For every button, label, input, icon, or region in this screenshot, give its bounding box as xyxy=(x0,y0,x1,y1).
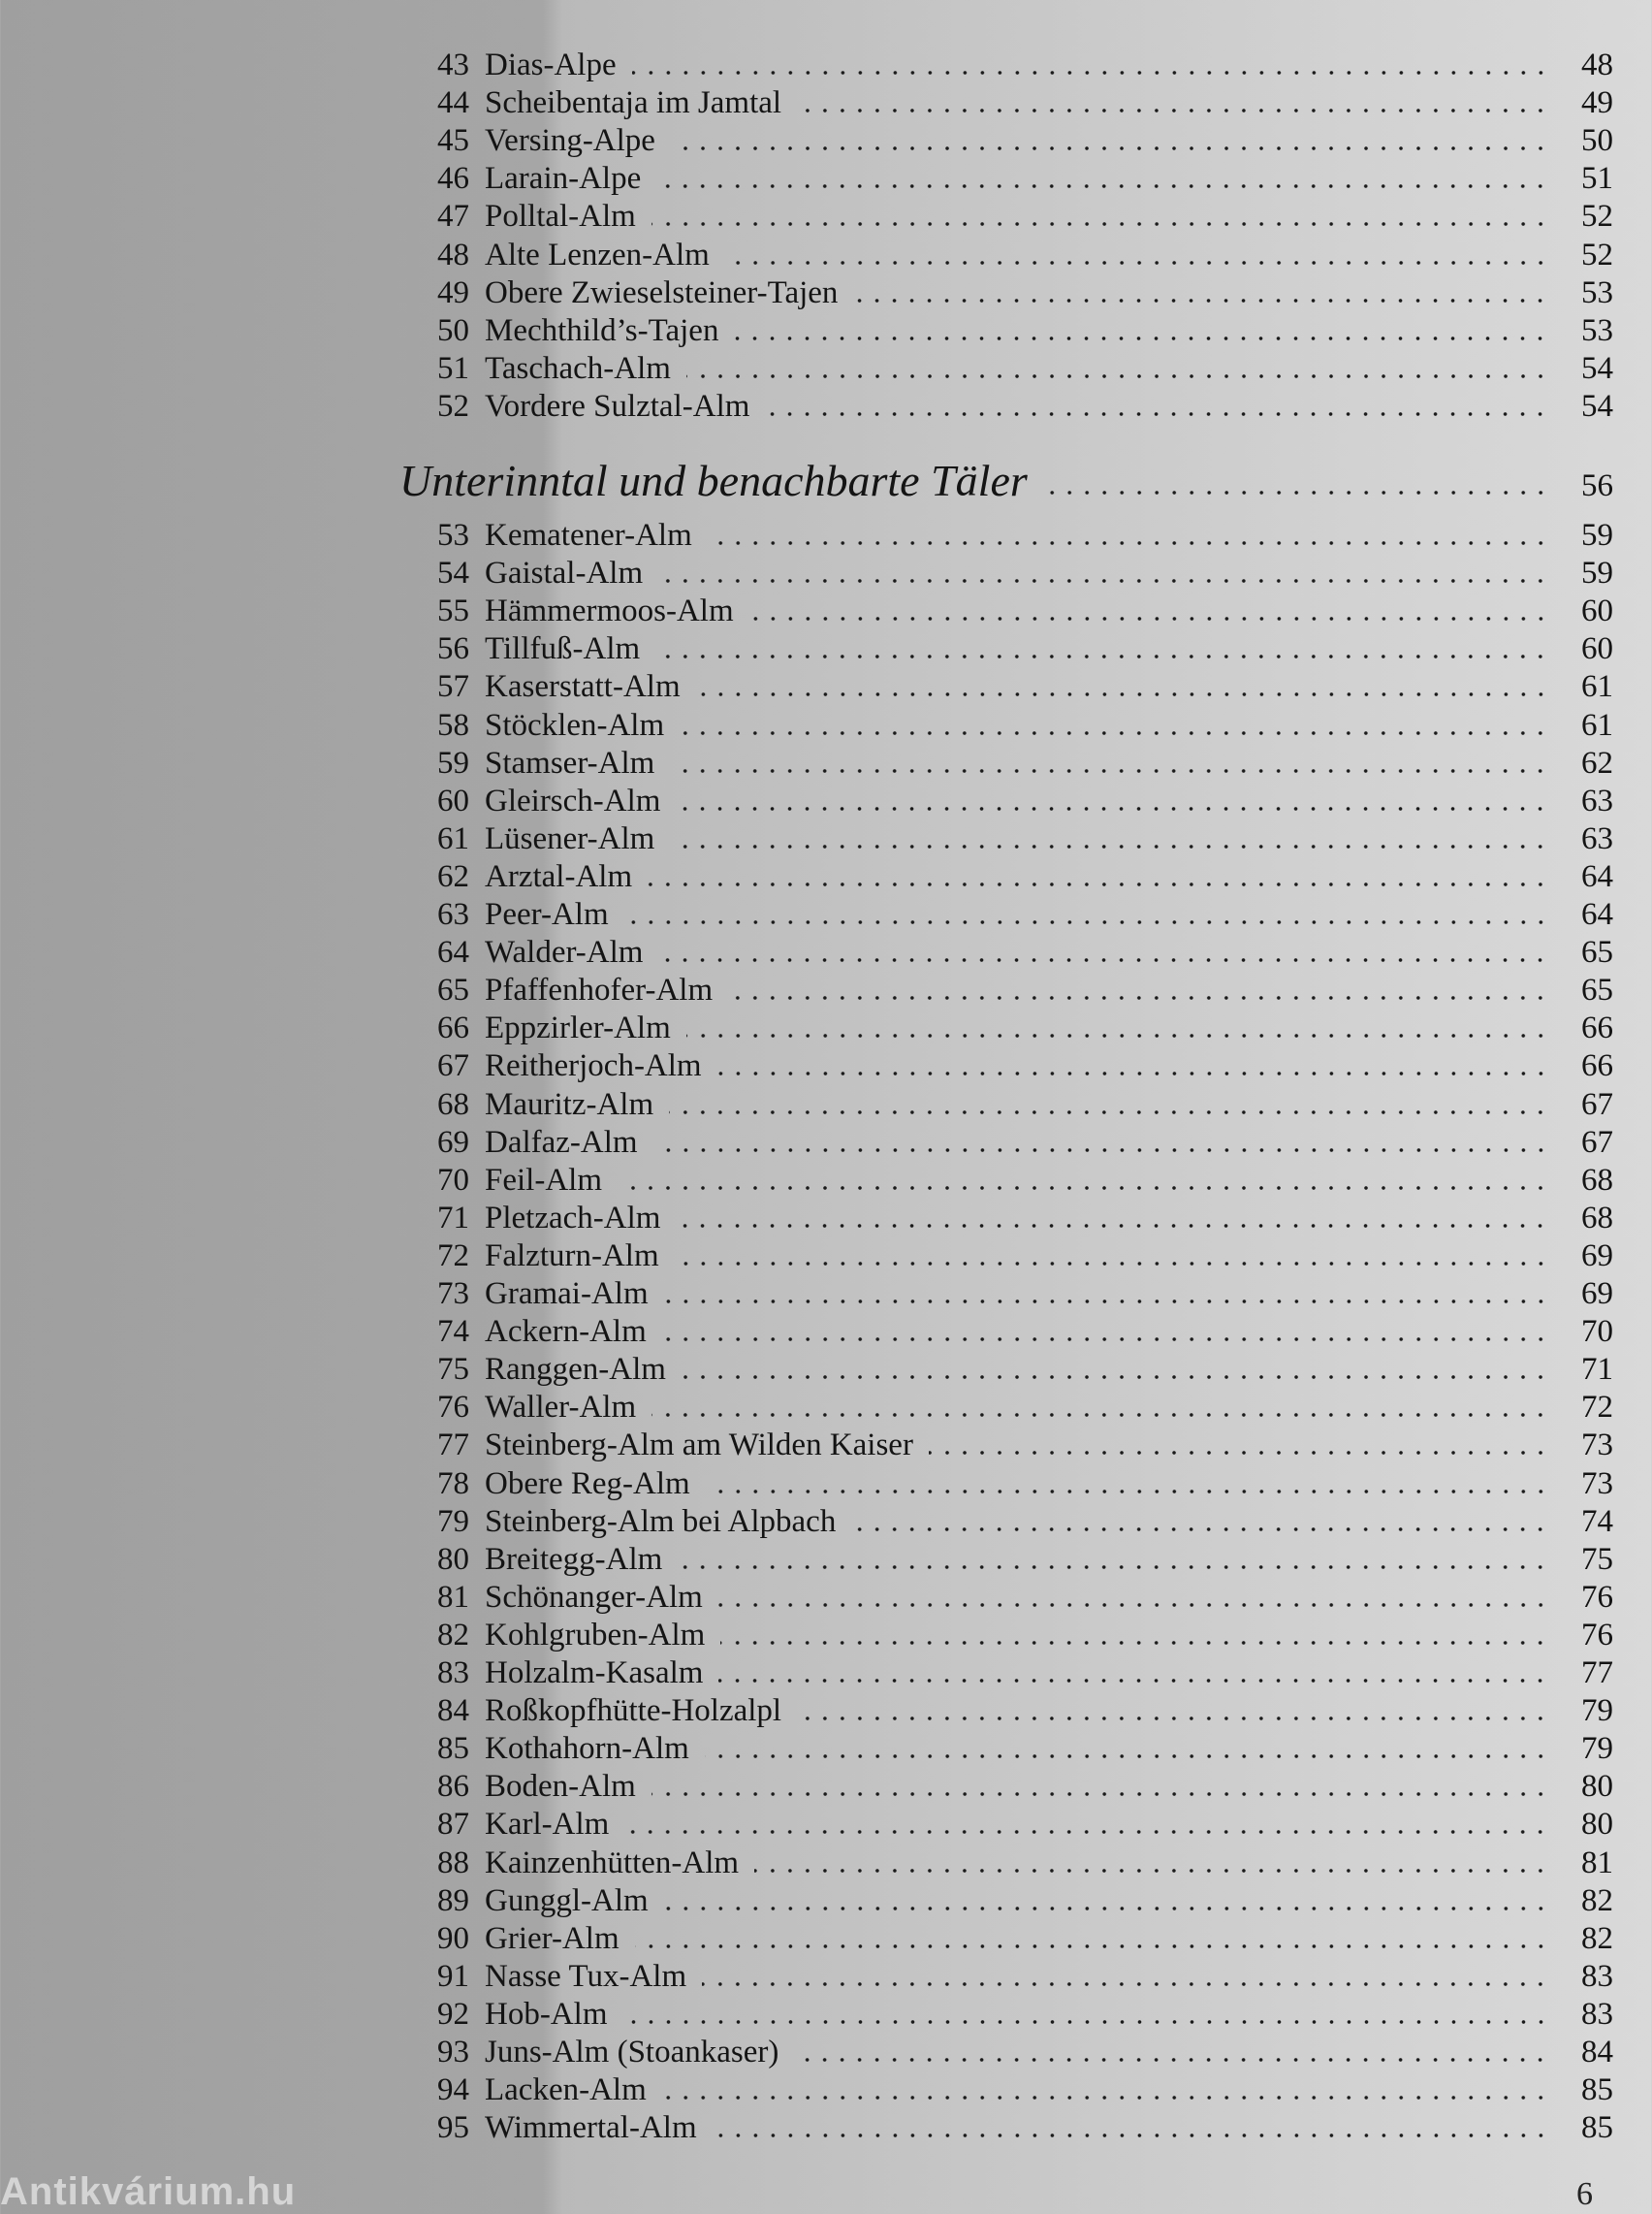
dot-leader xyxy=(696,692,1549,696)
toc-entry xyxy=(427,1313,1613,1350)
entry-title: Gunggl-Alm xyxy=(485,1882,649,1918)
dot-leader xyxy=(624,920,1549,924)
entry-number: 73 xyxy=(437,1276,469,1311)
dot-leader xyxy=(929,1451,1549,1455)
toc-entry xyxy=(427,934,1613,971)
entry-title: Lüsener-Alm xyxy=(485,820,655,856)
toc-entry xyxy=(427,517,1613,554)
entry-number: 56 xyxy=(437,631,469,667)
toc-entry xyxy=(427,47,1613,83)
toc-entry xyxy=(427,1920,1613,1957)
entry-page-number: 70 xyxy=(1581,1314,1613,1350)
entry-number: 91 xyxy=(437,1958,469,1994)
entry-title: Roßkopfhütte-Holzalpl xyxy=(485,1693,782,1729)
entry-title: Versing-Alpe xyxy=(485,123,655,159)
toc-entry xyxy=(427,707,1613,744)
entry-title: Grier-Alm xyxy=(485,1920,620,1956)
entry-number: 76 xyxy=(437,1390,469,1426)
entry-number: 84 xyxy=(437,1693,469,1729)
toc-entry xyxy=(427,1768,1613,1805)
entry-number: 94 xyxy=(437,2072,469,2108)
entry-number: 78 xyxy=(437,1465,469,1501)
entry-page-number: 71 xyxy=(1581,1352,1613,1388)
entry-page-number: 80 xyxy=(1581,1769,1613,1805)
entry-number: 82 xyxy=(437,1617,469,1652)
dot-leader xyxy=(656,184,1549,188)
dot-leader xyxy=(728,996,1549,1000)
entry-number: 90 xyxy=(437,1920,469,1956)
toc-entry xyxy=(427,237,1613,273)
page-folio: 6 xyxy=(1576,2176,1593,2212)
entry-title: Ackern-Alm xyxy=(485,1314,647,1350)
toc-entry xyxy=(427,312,1613,349)
dot-leader xyxy=(686,374,1549,378)
entry-title: Larain-Alpe xyxy=(485,161,642,197)
toc-entry xyxy=(427,820,1613,857)
entry-page-number: 77 xyxy=(1581,1655,1613,1690)
dot-leader xyxy=(797,109,1549,112)
toc-entry xyxy=(427,84,1613,121)
toc-entry xyxy=(427,1617,1613,1653)
dot-leader xyxy=(713,2134,1549,2137)
dot-leader xyxy=(618,1186,1549,1190)
entry-title: Eppzirler-Alm xyxy=(485,1011,671,1046)
entry-page-number: 53 xyxy=(1581,274,1613,310)
entry-number: 50 xyxy=(437,312,469,348)
dot-leader xyxy=(853,299,1549,303)
entry-number: 65 xyxy=(437,973,469,1009)
entry-number: 45 xyxy=(437,123,469,159)
entry-page-number: 73 xyxy=(1581,1428,1613,1463)
entry-title: Mauritz-Alm xyxy=(485,1086,654,1122)
entry-page-number: 66 xyxy=(1581,1011,1613,1046)
dot-leader xyxy=(725,261,1549,265)
toc-entry xyxy=(427,2071,1613,2108)
entry-title: Polltal-Alm xyxy=(485,199,636,235)
entry-page-number: 75 xyxy=(1581,1541,1613,1577)
entry-page-number: 72 xyxy=(1581,1390,1613,1426)
entry-page-number: 73 xyxy=(1581,1465,1613,1501)
entry-page-number: 67 xyxy=(1581,1124,1613,1160)
entry-page-number: 64 xyxy=(1581,897,1613,932)
entry-number: 62 xyxy=(437,858,469,894)
entry-number: 63 xyxy=(437,897,469,932)
entry-page-number: 82 xyxy=(1581,1920,1613,1956)
entry-page-number: 85 xyxy=(1581,2072,1613,2108)
entry-number: 55 xyxy=(437,594,469,629)
toc-entry xyxy=(427,1806,1613,1843)
entry-number: 72 xyxy=(437,1237,469,1273)
entry-number: 44 xyxy=(437,85,469,121)
dot-leader xyxy=(720,1641,1549,1645)
entry-page-number: 68 xyxy=(1581,1162,1613,1198)
entry-number: 86 xyxy=(437,1769,469,1805)
entry-title: Steinberg-Alm bei Alpbach xyxy=(485,1503,837,1539)
entry-number: 66 xyxy=(437,1011,469,1046)
toc-entry xyxy=(427,122,1613,159)
entry-page-number: 51 xyxy=(1581,161,1613,197)
entry-number: 60 xyxy=(437,783,469,818)
entry-number: 85 xyxy=(437,1731,469,1767)
toc-entry xyxy=(427,1275,1613,1312)
dot-leader xyxy=(623,2020,1550,2024)
entry-number: 77 xyxy=(437,1428,469,1463)
dot-leader xyxy=(794,2058,1549,2062)
dot-leader xyxy=(651,1413,1549,1417)
dot-leader xyxy=(706,1490,1549,1493)
entry-page-number: 54 xyxy=(1581,388,1613,424)
entry-page-number: 49 xyxy=(1581,85,1613,121)
entry-title: Obere Reg-Alm xyxy=(485,1465,690,1501)
entry-number: 75 xyxy=(437,1352,469,1388)
toc-entry xyxy=(427,1579,1613,1616)
entry-number: 53 xyxy=(437,518,469,553)
dot-leader xyxy=(675,1262,1549,1266)
entry-title: Tillfuß-Alm xyxy=(485,631,641,667)
entry-page-number: 54 xyxy=(1581,350,1613,386)
entry-title: Holzalm-Kasalm xyxy=(485,1655,704,1690)
toc-entry xyxy=(427,896,1613,933)
toc-entry xyxy=(427,350,1613,387)
toc-entry xyxy=(427,198,1613,235)
entry-title: Kohlgruben-Alm xyxy=(485,1617,706,1652)
entry-title: Dias-Alpe xyxy=(485,48,617,82)
entry-title: Feil-Alm xyxy=(485,1162,602,1198)
dot-leader xyxy=(765,412,1549,416)
entry-title: Lacken-Alm xyxy=(485,2072,647,2108)
entry-page-number: 84 xyxy=(1581,2035,1613,2070)
entry-page-number: 85 xyxy=(1581,2110,1613,2146)
dot-leader xyxy=(702,1982,1549,1986)
entry-page-number: 52 xyxy=(1581,199,1613,235)
entry-number: 67 xyxy=(437,1048,469,1084)
dot-leader xyxy=(655,655,1549,658)
entry-page-number: 60 xyxy=(1581,631,1613,667)
toc-entry xyxy=(427,274,1613,311)
entry-number: 83 xyxy=(437,1655,469,1690)
entry-title: Walder-Alm xyxy=(485,935,644,971)
entry-number: 95 xyxy=(437,2110,469,2146)
toc-entry xyxy=(427,1200,1613,1236)
dot-leader xyxy=(680,731,1549,735)
entry-number: 69 xyxy=(437,1124,469,1160)
entry-title: Reitherjoch-Alm xyxy=(485,1048,702,1084)
entry-title: Vordere Sulztal-Alm xyxy=(485,388,750,424)
entry-title: Kainzenhütten-Alm xyxy=(485,1845,740,1880)
dot-leader xyxy=(658,579,1549,583)
dot-leader xyxy=(851,1527,1549,1531)
toc-entry xyxy=(427,388,1613,425)
entry-number: 92 xyxy=(437,1996,469,2032)
dot-leader xyxy=(624,1830,1549,1834)
entry-number: 48 xyxy=(437,237,469,273)
entry-title: Boden-Alm xyxy=(485,1769,636,1805)
section-page-number: 56 xyxy=(1581,468,1613,503)
dot-leader xyxy=(754,1869,1549,1873)
dot-leader xyxy=(705,1754,1549,1758)
entry-number: 87 xyxy=(437,1807,469,1843)
entry-title: Ranggen-Alm xyxy=(485,1352,666,1388)
toc-entry xyxy=(427,1730,1613,1767)
entry-title: Nasse Tux-Alm xyxy=(485,1958,687,1994)
entry-number: 80 xyxy=(437,1541,469,1577)
entry-title: Karl-Alm xyxy=(485,1807,610,1843)
entry-number: 89 xyxy=(437,1882,469,1918)
entry-page-number: 76 xyxy=(1581,1579,1613,1615)
entry-title: Hämmermoos-Alm xyxy=(485,594,734,629)
entry-page-number: 69 xyxy=(1581,1237,1613,1273)
toc-entry xyxy=(427,1427,1613,1463)
entry-page-number: 79 xyxy=(1581,1693,1613,1729)
entry-number: 71 xyxy=(437,1200,469,1235)
toc-entry xyxy=(427,858,1613,895)
dot-leader xyxy=(670,769,1549,773)
dot-leader xyxy=(717,1072,1549,1075)
toc-entry xyxy=(427,1124,1613,1161)
entry-title: Mechthild’s-Tajen xyxy=(485,312,719,348)
entry-title: Stöcklen-Alm xyxy=(485,707,665,743)
entry-number: 49 xyxy=(437,274,469,310)
entry-number: 64 xyxy=(437,935,469,971)
dot-leader xyxy=(671,146,1549,150)
toc-entry xyxy=(427,2034,1613,2070)
entry-title: Kematener-Alm xyxy=(485,518,692,553)
entry-page-number: 61 xyxy=(1581,669,1613,705)
entry-title: Gleirsch-Alm xyxy=(485,783,661,818)
toc-entry xyxy=(427,1654,1613,1691)
dot-leader xyxy=(1043,491,1549,495)
dot-leader xyxy=(676,1224,1549,1228)
toc-entry xyxy=(427,1845,1613,1881)
toc-entry xyxy=(427,745,1613,782)
entry-page-number: 83 xyxy=(1581,1996,1613,2032)
entry-number: 58 xyxy=(437,707,469,743)
entry-number: 57 xyxy=(437,669,469,705)
dot-leader xyxy=(632,71,1549,75)
toc-entry xyxy=(427,160,1613,197)
dot-leader xyxy=(718,1603,1549,1607)
entry-number: 47 xyxy=(437,199,469,235)
entry-page-number: 63 xyxy=(1581,820,1613,856)
entry-number: 70 xyxy=(437,1162,469,1198)
entry-title: Pletzach-Alm xyxy=(485,1200,661,1235)
toc-entry xyxy=(427,1882,1613,1919)
entry-number: 46 xyxy=(437,161,469,197)
entry-title: Scheibentaja im Jamtal xyxy=(485,85,782,121)
entry-title: Kothahorn-Alm xyxy=(485,1731,689,1767)
toc-entry xyxy=(427,2109,1613,2146)
entry-number: 59 xyxy=(437,745,469,781)
entry-page-number: 76 xyxy=(1581,1617,1613,1652)
entry-title: Alte Lenzen-Alm xyxy=(485,237,710,273)
entry-number: 54 xyxy=(437,556,469,592)
entry-title: Steinberg-Alm am Wilden Kaiser xyxy=(485,1428,913,1463)
dot-leader xyxy=(635,1944,1549,1948)
entry-page-number: 80 xyxy=(1581,1807,1613,1843)
entry-page-number: 65 xyxy=(1581,973,1613,1009)
toc-entry xyxy=(427,1047,1613,1084)
dot-leader xyxy=(718,1679,1549,1683)
entry-page-number: 67 xyxy=(1581,1086,1613,1122)
entry-title: Stamser-Alm xyxy=(485,745,655,781)
dot-leader xyxy=(676,807,1549,811)
entry-number: 81 xyxy=(437,1579,469,1615)
dot-leader xyxy=(653,1148,1549,1152)
toc-entry xyxy=(427,1162,1613,1199)
toc-entry xyxy=(427,630,1613,667)
section-title: Unterinntal und benachbarte Täler xyxy=(399,456,1028,505)
entry-page-number: 52 xyxy=(1581,237,1613,273)
entry-number: 61 xyxy=(437,820,469,856)
toc-entry xyxy=(427,972,1613,1009)
toc-entry xyxy=(427,1010,1613,1046)
toc-entry xyxy=(427,1503,1613,1540)
entry-title: Schönanger-Alm xyxy=(485,1579,703,1615)
dot-leader xyxy=(678,1565,1549,1569)
dot-leader xyxy=(682,1375,1549,1379)
entry-page-number: 69 xyxy=(1581,1276,1613,1311)
entry-page-number: 53 xyxy=(1581,312,1613,348)
toc-entry xyxy=(427,1389,1613,1426)
dot-leader xyxy=(749,617,1549,621)
dot-leader xyxy=(648,882,1549,886)
dot-leader xyxy=(686,1034,1549,1038)
entry-number: 51 xyxy=(437,350,469,386)
entry-number: 68 xyxy=(437,1086,469,1122)
toc-entry xyxy=(427,1958,1613,1995)
entry-number: 74 xyxy=(437,1314,469,1350)
toc-entry xyxy=(427,1996,1613,2033)
entry-page-number: 63 xyxy=(1581,783,1613,818)
toc-entry xyxy=(427,668,1613,705)
toc-entry xyxy=(427,783,1613,819)
entry-title: Breitegg-Alm xyxy=(485,1541,663,1577)
toc-entry xyxy=(427,1692,1613,1729)
entry-page-number: 65 xyxy=(1581,935,1613,971)
dot-leader xyxy=(662,2096,1549,2100)
entry-page-number: 61 xyxy=(1581,707,1613,743)
dot-leader xyxy=(708,541,1549,545)
dot-leader xyxy=(669,1110,1549,1114)
dot-leader xyxy=(664,1300,1549,1303)
dot-leader xyxy=(734,337,1549,340)
entry-page-number: 82 xyxy=(1581,1882,1613,1918)
entry-page-number: 74 xyxy=(1581,1503,1613,1539)
entry-page-number: 83 xyxy=(1581,1958,1613,1994)
dot-leader xyxy=(658,958,1549,962)
entry-title: Taschach-Alm xyxy=(485,350,671,386)
entry-title: Gaistal-Alm xyxy=(485,556,644,592)
entry-title: Gramai-Alm xyxy=(485,1276,649,1311)
entry-title: Waller-Alm xyxy=(485,1390,637,1426)
dot-leader xyxy=(797,1717,1549,1720)
toc-entry xyxy=(427,555,1613,592)
entry-page-number: 64 xyxy=(1581,858,1613,894)
toc-entry xyxy=(427,1541,1613,1578)
entry-title: Kaserstatt-Alm xyxy=(485,669,681,705)
entry-title: Juns-Alm (Stoankaser) xyxy=(485,2035,779,2070)
entry-title: Obere Zwieselsteiner-Tajen xyxy=(485,274,839,310)
entry-number: 79 xyxy=(437,1503,469,1539)
entry-page-number: 66 xyxy=(1581,1048,1613,1084)
toc-entry xyxy=(427,1237,1613,1274)
entry-title: Peer-Alm xyxy=(485,897,609,932)
entry-page-number: 60 xyxy=(1581,594,1613,629)
entry-page-number: 50 xyxy=(1581,123,1613,159)
dot-leader xyxy=(664,1907,1549,1910)
entry-page-number: 48 xyxy=(1581,48,1613,82)
dot-leader xyxy=(651,1792,1549,1796)
entry-title: Arztal-Alm xyxy=(485,858,633,894)
toc-entry xyxy=(427,1086,1613,1123)
toc-entry xyxy=(427,593,1613,629)
entry-title: Hob-Alm xyxy=(485,1996,608,2032)
entry-title: Dalfaz-Alm xyxy=(485,1124,638,1160)
dot-leader xyxy=(651,222,1549,226)
section-heading xyxy=(399,454,1613,508)
entry-page-number: 81 xyxy=(1581,1845,1613,1880)
watermark: Antikvárium.hu xyxy=(0,2170,297,2213)
entry-page-number: 68 xyxy=(1581,1200,1613,1235)
entry-number: 52 xyxy=(437,388,469,424)
entry-number: 43 xyxy=(437,48,469,82)
entry-page-number: 59 xyxy=(1581,518,1613,553)
dot-leader xyxy=(670,845,1549,849)
entry-page-number: 79 xyxy=(1581,1731,1613,1767)
entry-number: 93 xyxy=(437,2035,469,2070)
entry-title: Wimmertal-Alm xyxy=(485,2110,697,2146)
entry-number: 88 xyxy=(437,1845,469,1880)
entry-page-number: 59 xyxy=(1581,556,1613,592)
entry-page-number: 62 xyxy=(1581,745,1613,781)
toc-entry xyxy=(427,1351,1613,1388)
entry-title: Falzturn-Alm xyxy=(485,1237,659,1273)
toc-entry xyxy=(427,1465,1613,1502)
entry-title: Pfaffenhofer-Alm xyxy=(485,973,714,1009)
dot-leader xyxy=(662,1337,1549,1341)
